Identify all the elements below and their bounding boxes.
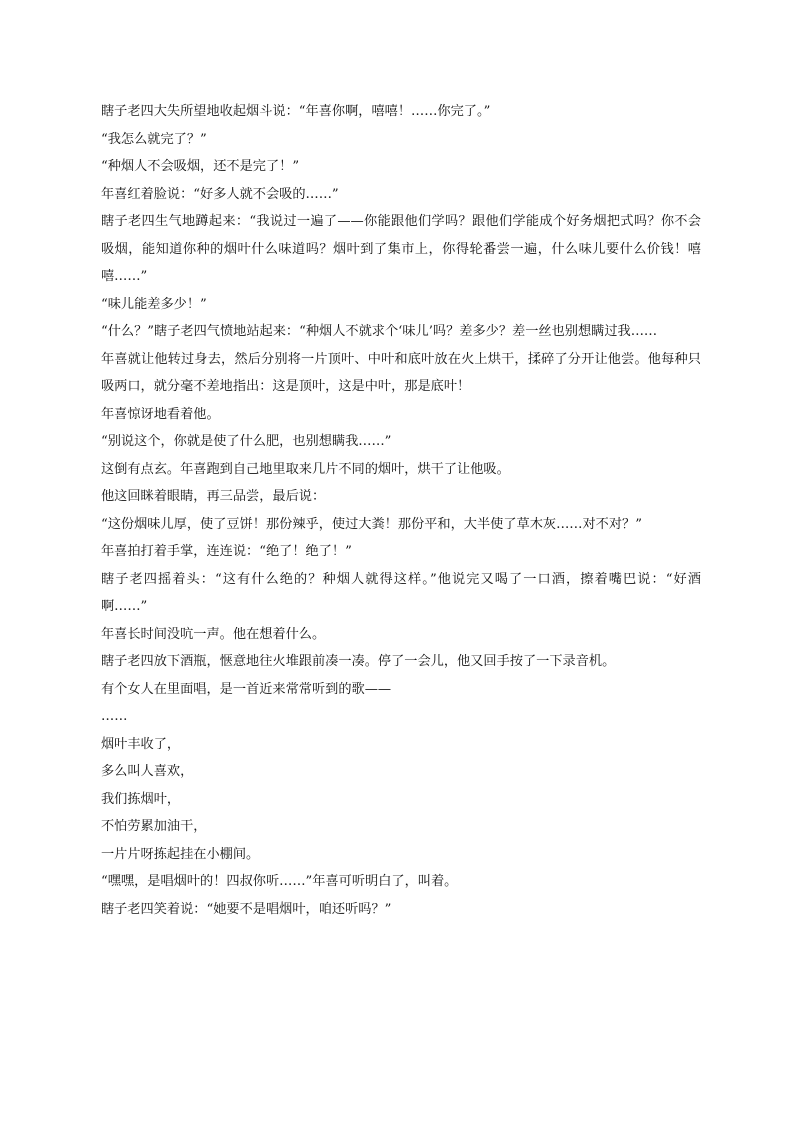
- paragraph: “什么？”瞎子老四气愤地站起来：“种烟人不就求个‘味儿’吗？差多少？差一丝也别想瞒过我……: [101, 324, 658, 339]
- paragraph: “别说这个，你就是使了什么肥，也别想瞒我……”: [101, 434, 392, 449]
- paragraph: 有个女人在里面唱，是一首近来常常听到的歌——: [101, 681, 392, 697]
- poem-line: 一片片呀拣起挂在小棚间。: [101, 846, 260, 862]
- paragraph: 这倒有点玄。年喜跑到自己地里取来几片不同的烟叶，烘干了让他吸。: [101, 461, 510, 477]
- poem-line: 不怕劳累加油干，: [101, 819, 207, 834]
- paragraph: “这份烟味儿厚，使了豆饼！那份辣乎，使过大粪！那份平和，大半使了草木灰……对不对？”: [101, 516, 642, 532]
- paragraph: 年喜惊讶地看着他。: [101, 406, 220, 422]
- poem-line: 我们拣烟叶，: [101, 791, 181, 807]
- paragraph: 瞎子老四生气地蹲起来：“我说过一遍了——你能跟他们学吗？跟他们学能成个好务烟把式吗？你不会吸烟，能知道你种的烟叶什么味道吗？烟叶到了集市上，你得轮番尝一遍，什么味儿要什么价钱！嘻嘻……”: [101, 214, 701, 284]
- paragraph: 年喜长时间没吭一声。他在想着什么。: [101, 626, 326, 642]
- paragraph: “我怎么就完了？”: [101, 131, 207, 147]
- paragraph: 瞎子老四摇着头：“这有什么绝的？种烟人就得这样。”他说完又喝了一口酒，擦着嘴巴说：“好酒啊……”: [101, 571, 701, 614]
- paragraph: “味儿能差多少！”: [101, 296, 207, 312]
- paragraph: 瞎子老四大失所望地收起烟斗说：“年喜你啊，嘻嘻！……你完了。”: [101, 104, 491, 119]
- paragraph: 瞎子老四笑着说：“她要不是唱烟叶，咱还听吗？”: [101, 901, 392, 917]
- paragraph: “嘿嘿，是唱烟叶的！四叔你听……”年喜可听明白了，叫着。: [101, 874, 458, 889]
- paragraph: 年喜红着脸说：“好多人就不会吸的……”: [101, 186, 339, 202]
- story-text: [101, 98, 701, 923]
- poem-line: 多么叫人喜欢，: [101, 764, 194, 779]
- paragraph: 年喜拍打着手掌，连连说：“绝了！绝了！”: [101, 544, 352, 559]
- paragraph: ……: [101, 709, 128, 724]
- paragraph: 年喜就让他转过身去，然后分别将一片顶叶、中叶和底叶放在火上烘干，揉碎了分开让他尝。他每种只吸两口，就分毫不差地指出：这是顶叶，这是中叶，那是底叶！: [101, 351, 701, 394]
- paragraph: 他这回眯着眼睛，再三品尝，最后说：: [101, 489, 326, 504]
- poem-line: 烟叶丰收了，: [101, 736, 181, 752]
- paragraph: “种烟人不会吸烟，还不是完了！”: [101, 159, 300, 174]
- paragraph: 瞎子老四放下酒瓶，惬意地往火堆跟前凑一凑。停了一会儿，他又回手按了一下录音机。: [101, 654, 616, 669]
